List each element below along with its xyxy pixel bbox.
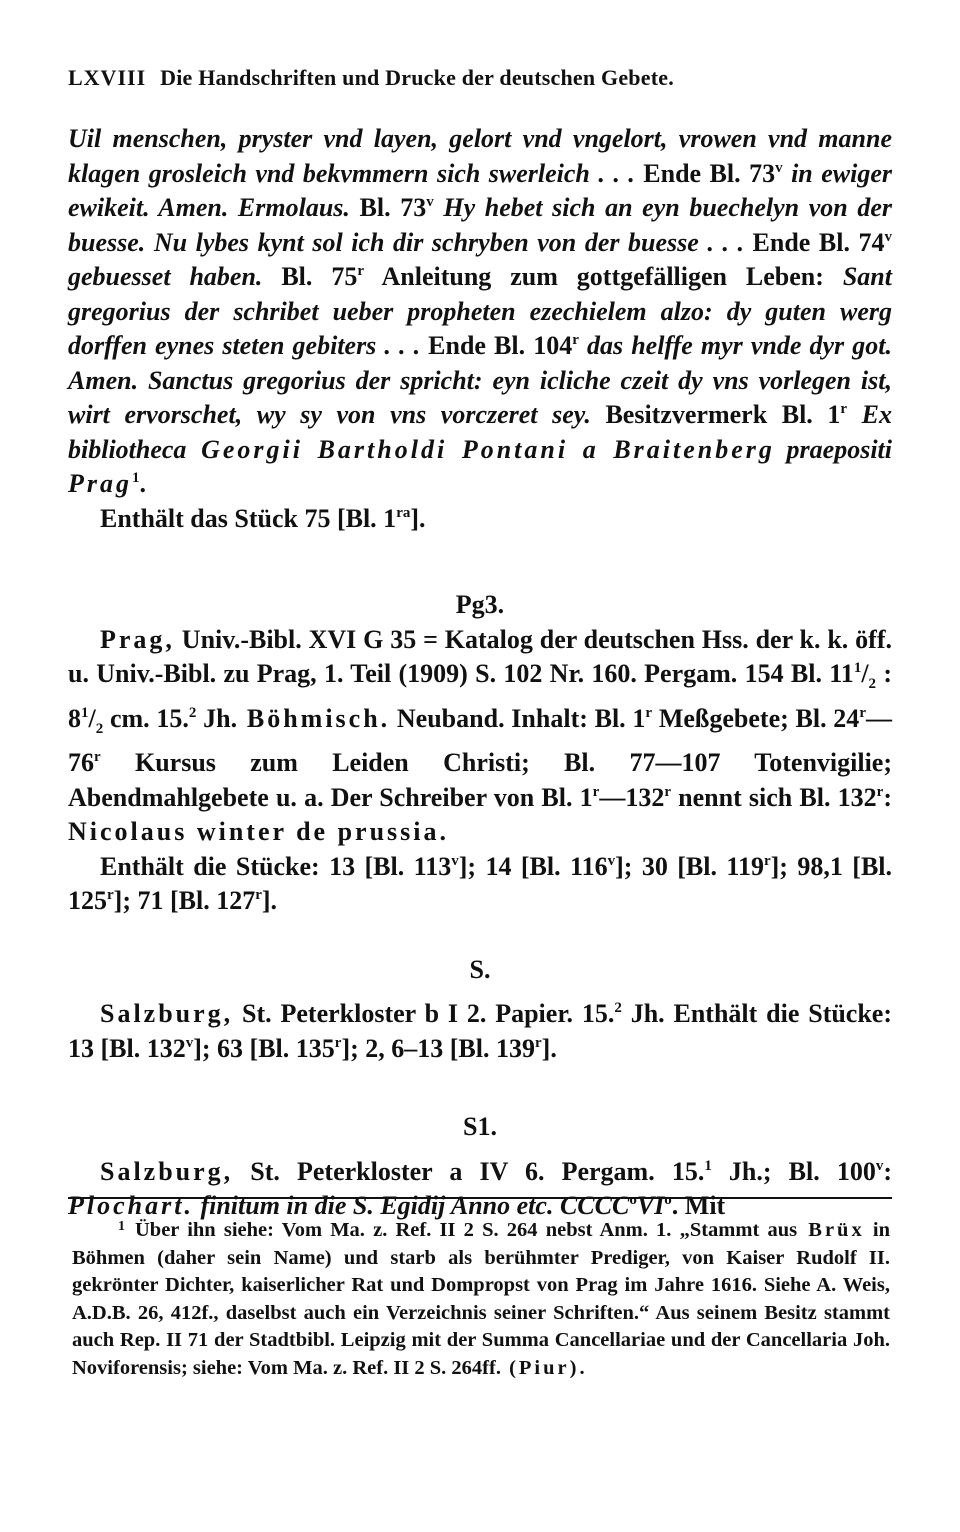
incipit-text: Uil menschen, pryster vnd layen, gelort vnd vngelort, vrowen vnd manne klagen grosleich vnd bekvmmern sich swerleich . . . [68, 124, 892, 188]
scribe-name: Nicolaus winter de prussia [68, 817, 440, 847]
siglum-s1: S1. [463, 1112, 497, 1142]
footnote-number: 1 [118, 1219, 125, 1234]
running-title: Die Handschriften und Drucke der deutschen Gebete. [160, 65, 674, 90]
manuscript-description-s1: Salzburg, St. Peterkloster a IV 6. Pergam. 15.$^1$ Jh.; Bl. 100$^v$: Plochart. finitum in die S. Egidij Anno etc. $CCCC^oVI^o$. Mit [68, 1156, 892, 1221]
ownership-name: Georgii Bartholdi Pontani a Braitenberg [186, 434, 775, 464]
footnote-ref: 1 [132, 470, 140, 486]
siglum-pg3: Pg3. [455, 590, 505, 619]
manuscript-description-top: Uil menschen, pryster vnd layen, gelort vnd vngelort, vrowen vnd manne klagen grosleich vnd bekvmmern sich swerleich . . . Ende Bl. 73$^v$ in ewiger ewikeit. Amen. Ermolaus. Bl. 73$^v$ Hy hebet sich an eyn buechelyn von der buesse. Nu lybes kynt sol ich dir schryben von der buesse . . . Ende Bl. 74$^v$ gebuesset haben. Bl. 75$^r$ Anleitung zum gottgefälligen Leben: Sant gregorius der schribet ueber propheten ezechielem alzo: dy guten werg dorffen eynes steten gebiters . . . Ende Bl. 104$^r$ das helffe myr vnde dyr got. Amen. Sanctus gregorius der spricht: eyn icliche czeit dy vns vorlegen ist, wirt ervorschet, wy sy von vns vorczeret sey. Besitzvermerk Bl. 1$^r$ Ex bibliotheca Georgii Bartholdi Pontani a Braitenberg praepositi Prag$^1$. [68, 124, 892, 498]
manuscript-description-pg3: Prag, Univ.-Bibl. XVI G 35 = Katalog der deutschen Hss. der k. k. öff. u. Univ.-Bibl. zu Prag, 1. Teil (1909) S. 102 Nr. 160. Pergam. 154 Bl. $11^1/_2$ : $8^1/_2$ cm. 15.$^2$ Jh. Böhmisch. Neuband. Inhalt: Bl. 1$^r$ Meßgebete; Bl. 24$^r$—76$^r$ Kursus zum Leiden Christi; Bl. 77—107 Totenvigilie; Abendmahlgebete u. a. Der Schreiber von Bl. 1$^r$—132$^r$ nennt sich Bl. 132$^r$: Nicolaus winter de prussia. [68, 624, 892, 847]
contains-statement: Enthält das Stück 75 [Bl. $1^{ra}$]. [100, 503, 426, 533]
explicit-text: das helffe myr vnde dyr got. Amen. Sanctus gregorius der spricht: eyn icliche czeit dy vns vorlegen ist, wirt ervorschet, wy sy von vns vorczeret sey. [68, 331, 892, 429]
running-header [68, 60, 892, 96]
manuscript-description-s: Salzburg, St. Peterkloster b I 2. Papier. 15.$^2$ Jh. Enthält die Stücke: 13 [Bl. 132$^v$]; 63 [Bl. 135$^r$]; 2, 6–13 [Bl. 139$^r$]. [68, 999, 893, 1063]
incipit-text: Hy hebet sich an eyn buechelyn von der buesse. Nu lybes kynt sol ich dir schryben von der buesse . . . [68, 193, 892, 257]
footnote: $^1$ Über ihn siehe: Vom Ma. z. Ref. II 2 S. 264 nebst Anm. 1. „Stammt aus Brüx in Böhmen (daher sein Name) und starb als berühmter Prediger, von Kaiser Rudolf II. gekrönter Dichter, kaiserlicher Rat und Dompropst von Prag im Jahre 1616. Siehe A. Weis, A.D.B. 26, 412f., daselbst auch ein Verzeichnis seiner Schriften.“ Aus seinem Besitz stammt auch Rep. II 71 der Stadtbibl. Leipzig mit der Summa Cancellariae und der Cancellaria Joh. Noviforensis; siehe: Vom Ma. z. Ref. II 2 S. 264ff. (Piur). [72, 1219, 890, 1379]
incipit-text: Sant gregorius der schribet ueber propheten ezechielem alzo: dy guten werg dorffen eynes steten gebiters . . . [68, 262, 892, 360]
siglum-s: S. [469, 954, 491, 984]
page-number: LXVIII [68, 65, 147, 90]
contains-statement-pg3: Enthält die Stücke: 13 [Bl. 113$^v$]; 14 [Bl. 116$^v$]; 30 [Bl. 119$^r$]; 98,1 [Bl. 125$^r$]; 71 [Bl. 127$^r$]. [68, 851, 893, 916]
footnote-separator [68, 1197, 892, 1199]
scribe-name: Plochart. [68, 1191, 194, 1221]
book-page [68, 60, 892, 1224]
explicit-text: in ewiger ewikeit. Amen. Ermolaus. [68, 158, 892, 222]
